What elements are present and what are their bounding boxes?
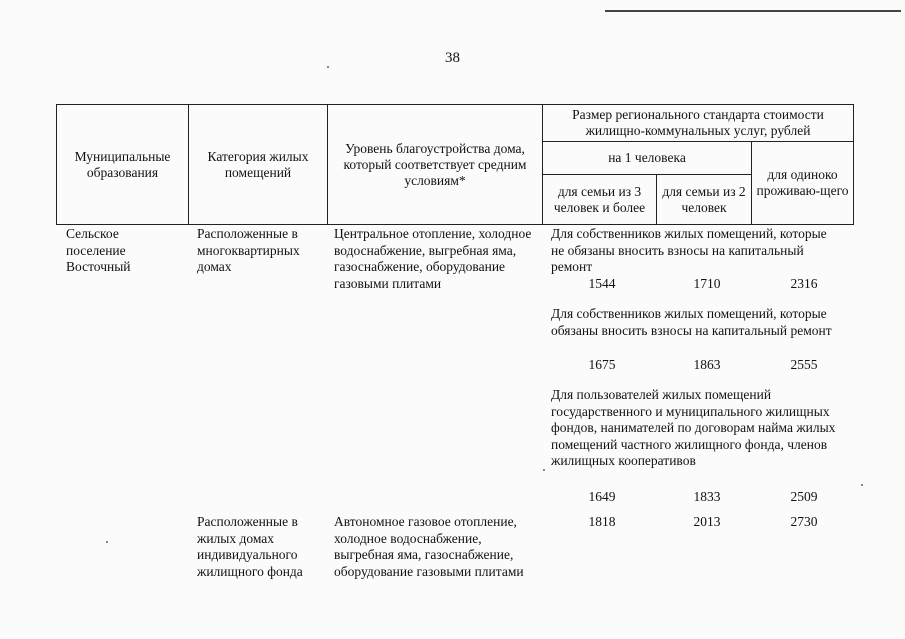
header-family2: для семьи из 2 человек: [657, 175, 752, 225]
level-apartment: Центральное отопление, холодное водоснабжение, выгребная яма, газоснабжение, оборудование газовыми плитами: [334, 226, 532, 291]
category-apartment: Расположенные в многоквартирных домах: [197, 226, 300, 274]
group2-value-family2: 1863: [693, 357, 721, 372]
group4-value-single: 2730: [790, 514, 818, 529]
header-single: для одиноко проживаю-щего: [752, 142, 854, 225]
scan-speck: [543, 469, 545, 471]
header-municipal: Муниципальные образования: [57, 105, 189, 225]
group3-value-single: 2509: [790, 489, 818, 504]
category-individual: Расположенные в жилых домах индивидуального жилищного фонда: [197, 514, 303, 579]
header-per-person: на 1 человека: [543, 142, 752, 175]
group1-value-family3: 1544: [588, 276, 616, 291]
top-rule-line: [605, 10, 901, 12]
header-category: Категория жилых помещений: [189, 105, 328, 225]
level-individual: Автономное газовое отопление, холодное водоснабжение, выгребная яма, газоснабжение, оборудование газовыми плитами: [334, 514, 524, 579]
group3-value-family2: 1833: [693, 489, 721, 504]
scan-speck: [861, 484, 863, 486]
group4-value-family3: 1818: [588, 514, 616, 529]
group3-label: Для пользователей жилых помещений государственного и муниципального жилищных фондов, нанимателей по договорам найма жилых помещений частного жилищного фонда, членов жилищных кооперативов: [551, 387, 836, 468]
group2-value-family3: 1675: [588, 357, 616, 372]
table-header: [56, 104, 854, 225]
scan-speck: [106, 541, 108, 543]
group1-value-family2: 1710: [693, 276, 721, 291]
header-family3: для семьи из 3 человек и более: [543, 175, 657, 225]
group4-value-family2: 2013: [693, 514, 721, 529]
group3-value-family3: 1649: [588, 489, 616, 504]
group2-label: Для собственников жилых помещений, которые обязаны вносить взносы на капитальный ремонт: [551, 306, 832, 338]
municipality-name: Сельское поселение Восточный: [66, 226, 131, 274]
group1-value-single: 2316: [790, 276, 818, 291]
scan-speck: [327, 66, 329, 68]
group1-label: Для собственников жилых помещений, которые не обязаны вносить взносы на капитальный ремонт: [551, 226, 827, 274]
header-level: Уровень благоустройства дома, который соответствует средним условиям*: [328, 105, 543, 225]
group2-value-single: 2555: [790, 357, 818, 372]
header-size: Размер регионального стандарта стоимости жилищно-коммунальных услуг, рублей: [543, 105, 854, 142]
page-number: 38: [445, 50, 460, 66]
